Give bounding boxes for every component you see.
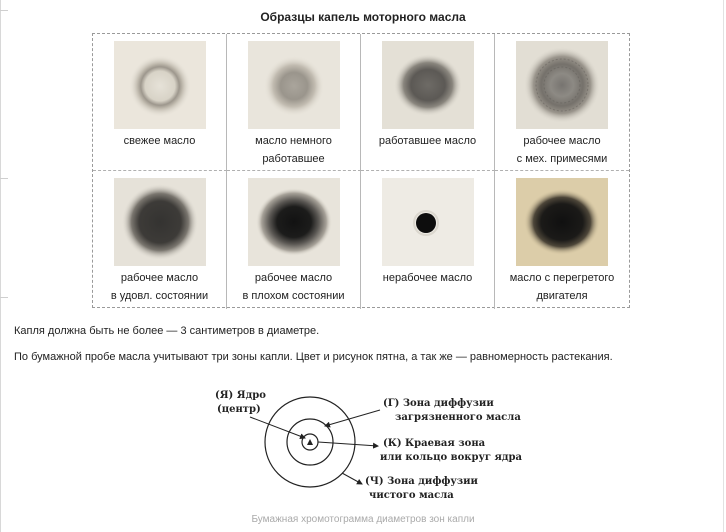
edge-tick xyxy=(0,178,8,179)
sample-caption-line: свежее масло xyxy=(123,135,196,147)
samples-grid xyxy=(92,33,630,308)
oil-drop-image xyxy=(382,178,474,266)
sample-caption-line: рабочее масло xyxy=(254,272,333,284)
page-title: Образцы капель моторного масла xyxy=(260,10,466,24)
core-label: (центр) xyxy=(217,404,261,415)
sample-caption-line: масло немного xyxy=(255,135,332,147)
zone-g-label: загрязненного масла xyxy=(395,412,521,423)
edge-tick xyxy=(0,297,8,298)
sample-bad-oil xyxy=(227,171,361,309)
sample-caption-line: работавшее масло xyxy=(378,135,477,147)
zone-ch-label: чистого масла xyxy=(369,490,454,501)
sample-caption-line: рабочее масло xyxy=(120,272,199,284)
sample-mech-impurities-oil xyxy=(495,34,629,171)
drop-zones-diagram xyxy=(200,380,523,501)
zone-k-label: или кольцо вокруг ядра xyxy=(380,452,523,463)
sample-caption-line: нерабочее масло xyxy=(382,272,473,284)
oil-drop-image xyxy=(114,178,206,266)
paragraph-zones: По бумажной пробе масла учитывают три зоны капли. Цвет и рисунок пятна, а так же — равномерность растекания. xyxy=(14,351,613,363)
page-left-edge xyxy=(0,0,1,532)
sample-overheated-engine-oil xyxy=(495,171,629,309)
sample-caption-line: работавшее xyxy=(262,153,325,165)
zone-ch-arrow xyxy=(342,473,362,484)
sample-caption-line: двигателя xyxy=(536,290,588,302)
paragraph-drop-size: Капля должна быть не более — 3 сантиметров в диаметре. xyxy=(14,325,320,337)
zone-k-arrow xyxy=(318,442,378,446)
oil-drop-image xyxy=(248,178,340,266)
oil-drop-image xyxy=(516,41,608,129)
core-arrow xyxy=(250,417,305,438)
diagram-caption: Бумажная хромотограмма диаметров зон капли xyxy=(251,514,475,525)
oil-drop-image xyxy=(248,41,340,129)
sample-caption-line: в удовл. состоянии xyxy=(110,290,209,302)
zone-g-arrow xyxy=(325,410,380,426)
zone-k-label: (К) Краевая зона xyxy=(383,438,486,449)
oil-drop-image xyxy=(382,41,474,129)
sample-caption-line: рабочее масло xyxy=(523,135,601,147)
core-marker xyxy=(307,439,313,445)
sample-non-working-oil xyxy=(361,171,495,309)
page-right-edge xyxy=(723,0,724,532)
sample-slightly-used-oil xyxy=(227,34,361,171)
sample-caption-line: в плохом состоянии xyxy=(242,290,345,302)
core-label: (Я) Ядро xyxy=(215,390,266,401)
sample-caption-line: масло с перегретого xyxy=(509,272,615,284)
zone-g-label: (Г) Зона диффузии xyxy=(383,398,494,409)
oil-drop-image xyxy=(516,178,608,266)
zone-ch-label: (Ч) Зона диффузии xyxy=(365,476,478,487)
sample-satisfactory-oil xyxy=(93,171,227,309)
sample-used-oil xyxy=(361,34,495,171)
sample-caption-line: с мех. примесями xyxy=(516,153,608,165)
sample-fresh-oil xyxy=(93,34,227,171)
oil-drop-image xyxy=(114,41,206,129)
